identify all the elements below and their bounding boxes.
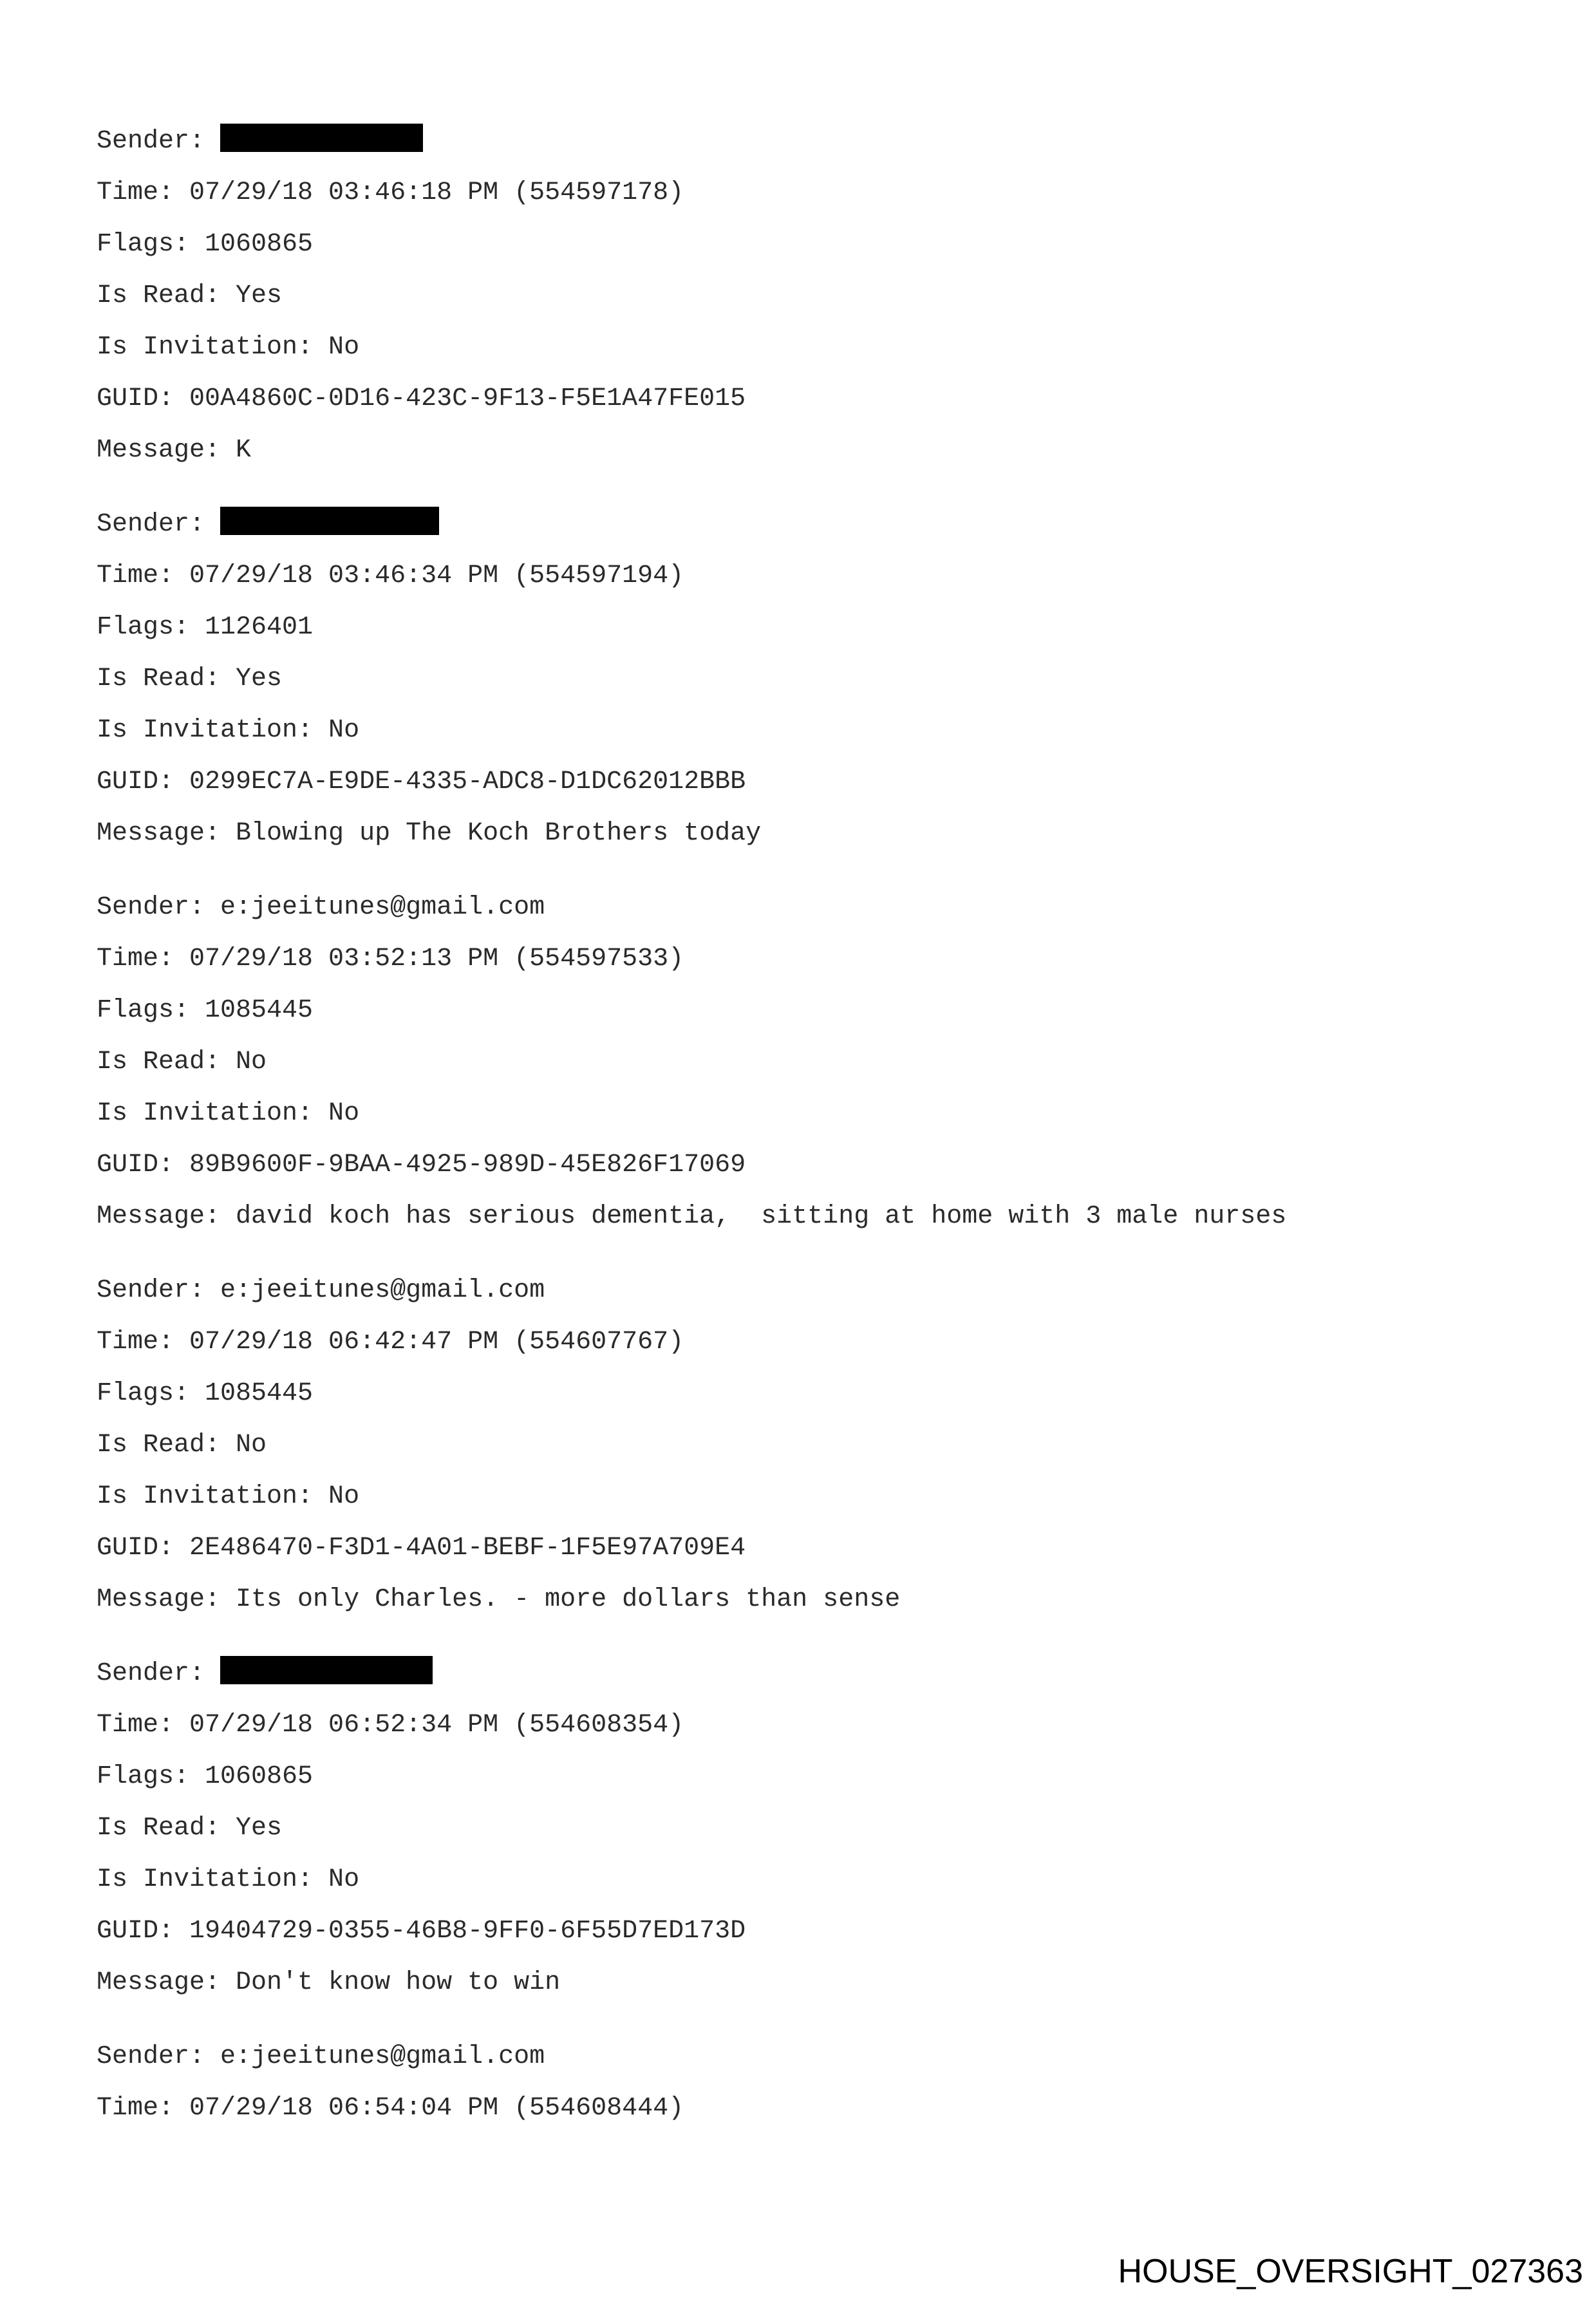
is-invitation-line: Is Invitation: No <box>97 333 360 362</box>
sender-label: Sender: <box>97 1659 221 1688</box>
flags-line: Flags: 1060865 <box>97 230 314 259</box>
time-line: Time: 07/29/18 06:42:47 PM (554607767) <box>97 1328 684 1357</box>
message-line: Message: david koch has serious dementia, sitting at home with 3 male nurses <box>97 1202 1287 1231</box>
guid-line: GUID: 89B9600F-9BAA-4925-989D-45E826F17069 <box>97 1151 746 1180</box>
sender-line <box>97 509 439 541</box>
sender-label: Sender: <box>97 510 221 539</box>
time-line: Time: 07/29/18 06:52:34 PM (554608354) <box>97 1711 684 1740</box>
sender-line <box>97 2041 545 2073</box>
time-line: Time: 07/29/18 03:46:18 PM (554597178) <box>97 178 684 207</box>
sender-line <box>97 126 423 158</box>
is-invitation-line: Is Invitation: No <box>97 1099 360 1128</box>
sender-label: Sender: <box>97 127 221 156</box>
is-invitation-line: Is Invitation: No <box>97 1482 360 1511</box>
sender-label: Sender: <box>97 893 221 922</box>
redaction-box <box>220 507 439 535</box>
is-read-line: Is Read: Yes <box>97 1814 283 1843</box>
sender-value: e:jeeitunes@gmail.com <box>220 1276 545 1305</box>
is-invitation-line: Is Invitation: No <box>97 1865 360 1894</box>
redaction-box <box>220 124 423 152</box>
flags-line: Flags: 1085445 <box>97 1379 314 1408</box>
guid-line: GUID: 0299EC7A-E9DE-4335-ADC8-D1DC62012BBB <box>97 767 746 796</box>
time-line: Time: 07/29/18 03:46:34 PM (554597194) <box>97 561 684 590</box>
message-line: Message: Blowing up The Koch Brothers today <box>97 819 762 848</box>
is-read-line: Is Read: No <box>97 1048 267 1076</box>
guid-line: GUID: 00A4860C-0D16-423C-9F13-F5E1A47FE015 <box>97 384 746 413</box>
guid-line: GUID: 19404729-0355-46B8-9FF0-6F55D7ED173D <box>97 1917 746 1946</box>
is-read-line: Is Read: Yes <box>97 664 283 693</box>
sender-label: Sender: <box>97 2042 221 2071</box>
sender-value: e:jeeitunes@gmail.com <box>220 2042 545 2071</box>
sender-line <box>97 892 545 924</box>
is-read-line: Is Read: No <box>97 1431 267 1460</box>
redaction-box <box>220 1656 433 1684</box>
time-line: Time: 07/29/18 03:52:13 PM (554597533) <box>97 945 684 973</box>
guid-line: GUID: 2E486470-F3D1-4A01-BEBF-1F5E97A709E4 <box>97 1534 746 1563</box>
is-read-line: Is Read: Yes <box>97 281 283 310</box>
sender-line <box>97 1275 545 1307</box>
flags-line: Flags: 1085445 <box>97 996 314 1025</box>
message-line: Message: K <box>97 436 252 465</box>
message-line: Message: Don't know how to win <box>97 1968 561 1997</box>
sender-label: Sender: <box>97 1276 221 1305</box>
sender-line <box>97 1658 433 1690</box>
is-invitation-line: Is Invitation: No <box>97 716 360 745</box>
time-line: Time: 07/29/18 06:54:04 PM (554608444) <box>97 2094 684 2123</box>
flags-line: Flags: 1060865 <box>97 1762 314 1791</box>
flags-line: Flags: 1126401 <box>97 613 314 642</box>
bates-number: HOUSE_OVERSIGHT_027363 <box>1118 2253 1583 2290</box>
sender-value: e:jeeitunes@gmail.com <box>220 893 545 922</box>
message-line: Message: Its only Charles. - more dollars than sense <box>97 1585 901 1614</box>
